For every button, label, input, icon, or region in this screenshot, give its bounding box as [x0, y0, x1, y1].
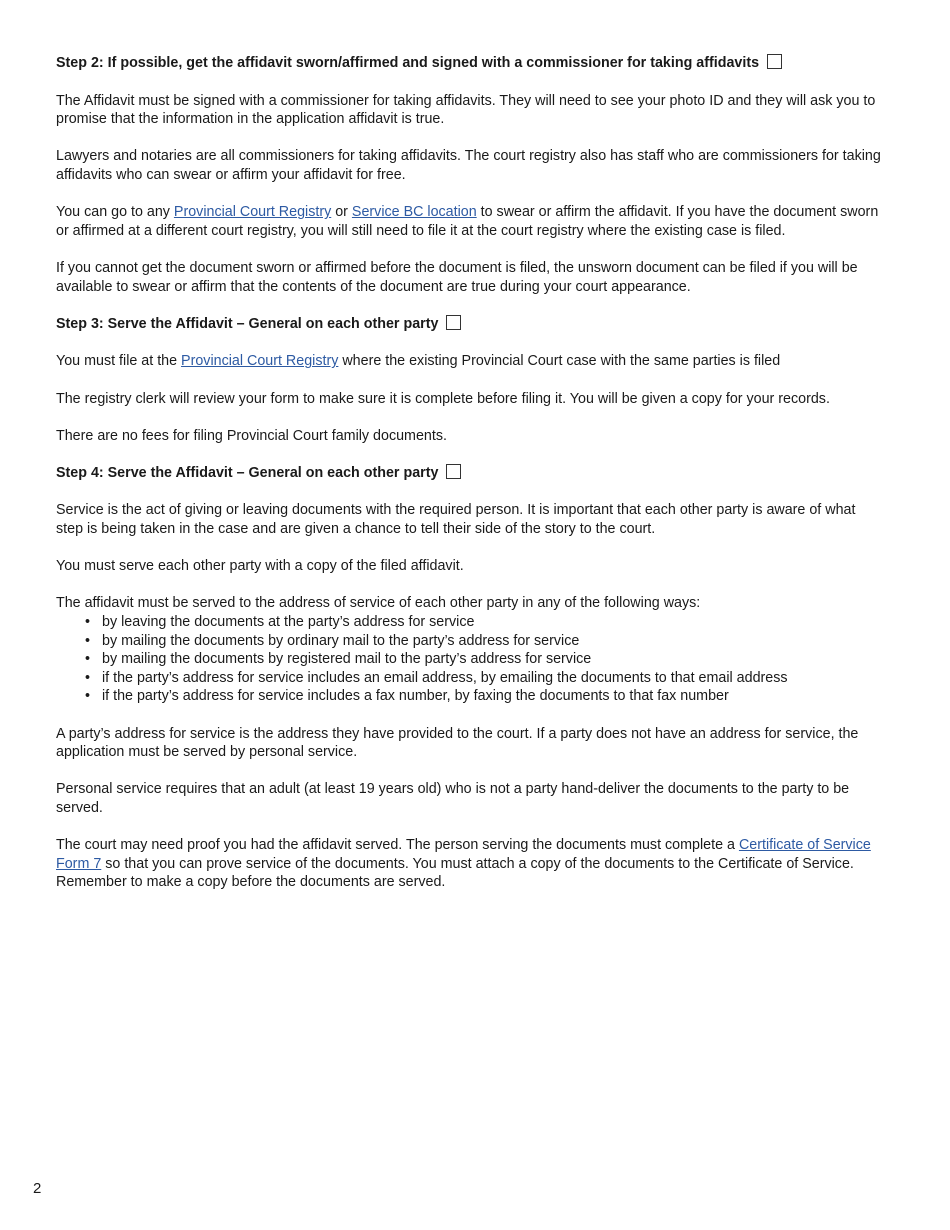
service-methods-list — [56, 613, 886, 706]
step4-paragraph-4: Personal service requires that an adult (at least 19 years old) who is not a party hand-deliver the documents to the party to be served. — [56, 781, 850, 816]
step2-heading-text: Step 2: If possible, get the affidavit sworn/affirmed and signed with a commissioner for taking affidavits — [56, 55, 760, 71]
step4-paragraph-2: You must serve each other party with a copy of the filed affidavit. — [56, 558, 464, 575]
step2-p3-text-before: You can go to any — [56, 204, 174, 221]
step3-p1-text-before: You must file at the — [56, 353, 182, 370]
step2-checkbox[interactable] — [767, 54, 782, 69]
step3-paragraph-2: The registry clerk will review your form to make sure it is complete before filing it. You will be given a copy for your records. — [56, 390, 830, 407]
step4-heading — [56, 464, 886, 483]
step3-heading — [56, 315, 886, 334]
list-item: • by mailing the documents by registered mail to the party’s address for service — [102, 650, 886, 669]
list-item: • if the party’s address for service includes a fax number, by faxing the documents to that fax number — [102, 687, 886, 706]
step4-heading-text: Step 4: Serve the Affidavit – General on each other party — [56, 464, 439, 481]
provincial-court-registry-link-2[interactable]: Provincial Court Registry — [181, 353, 339, 370]
page-number: 2 — [33, 1180, 42, 1197]
list-item: • by mailing the documents by ordinary mail to the party’s address for service — [102, 632, 886, 651]
certificate-of-service-form7-link[interactable]: Certificate of Service Form 7 — [56, 837, 871, 872]
service-bc-location-link[interactable]: Service BC location — [351, 204, 477, 221]
document-page — [56, 54, 886, 911]
step3-checkbox[interactable] — [446, 315, 461, 330]
step2-paragraph-2: Lawyers and notaries are all commissioners for taking affidavits. The court registry also has staff who are commissioners for taking affidavits who can swear or affirm your affidavit for free. — [56, 148, 881, 183]
step2-paragraph-4: If you cannot get the document sworn or affirmed before the document is filed, the unsworn document can be filed if you will be available to swear or affirm that the contents of the document are true during your court appearance. — [56, 259, 858, 295]
step3-paragraph-1 — [56, 352, 886, 371]
step4-list-intro: The affidavit must be served to the address of service of each other party in any of the following ways: — [56, 595, 701, 612]
step2-p3-text-mid: or — [331, 204, 352, 221]
step2-paragraph-1: The Affidavit must be signed with a commissioner for taking affidavits. They will need to see your photo ID and they will ask you to promise that the information in the application affidavit is true. — [56, 92, 876, 128]
step4-p5-text-after: so that you can prove service of the documents. You must attach a copy of the documents to the Certificate of Service. Remember to make a copy before the documents are served. — [56, 855, 854, 891]
step4-paragraph-5 — [56, 836, 886, 892]
step4-checkbox[interactable] — [446, 464, 461, 479]
step3-heading-text: Step 3: Serve the Affidavit – General on each other party — [56, 315, 439, 332]
provincial-court-registry-link[interactable]: Provincial Court Registry — [173, 204, 332, 221]
list-item: • if the party’s address for service includes an email address, by emailing the documents to that email address — [102, 669, 886, 688]
step2-paragraph-3 — [56, 203, 886, 240]
step4-paragraph-3: A party’s address for service is the address they have provided to the court. If a party does not have an address for service, the application must be served by personal service. — [56, 725, 859, 761]
step3-paragraph-3: There are no fees for filing Provincial Court family documents. — [56, 427, 447, 444]
step4-p5-text-before: The court may need proof you had the affidavit served. The person serving the documents must complete a — [56, 837, 739, 854]
step2-p3-text-after: to swear or affirm the affidavit. If you have the document sworn or affirmed at a different court registry, you will still need to file it at the court registry where the existing case is filed. — [56, 204, 879, 239]
list-item: • by leaving the documents at the party’s address for service — [102, 613, 886, 632]
step2-heading — [56, 54, 886, 73]
step3-p1-text-after: where the existing Provincial Court case with the same parties is filed — [338, 353, 781, 370]
step4-paragraph-1: Service is the act of giving or leaving documents with the required person. It is important that each other party is aware of what step is being taken in the case and are given a chance to tell their side of the story to the court. — [56, 502, 856, 538]
